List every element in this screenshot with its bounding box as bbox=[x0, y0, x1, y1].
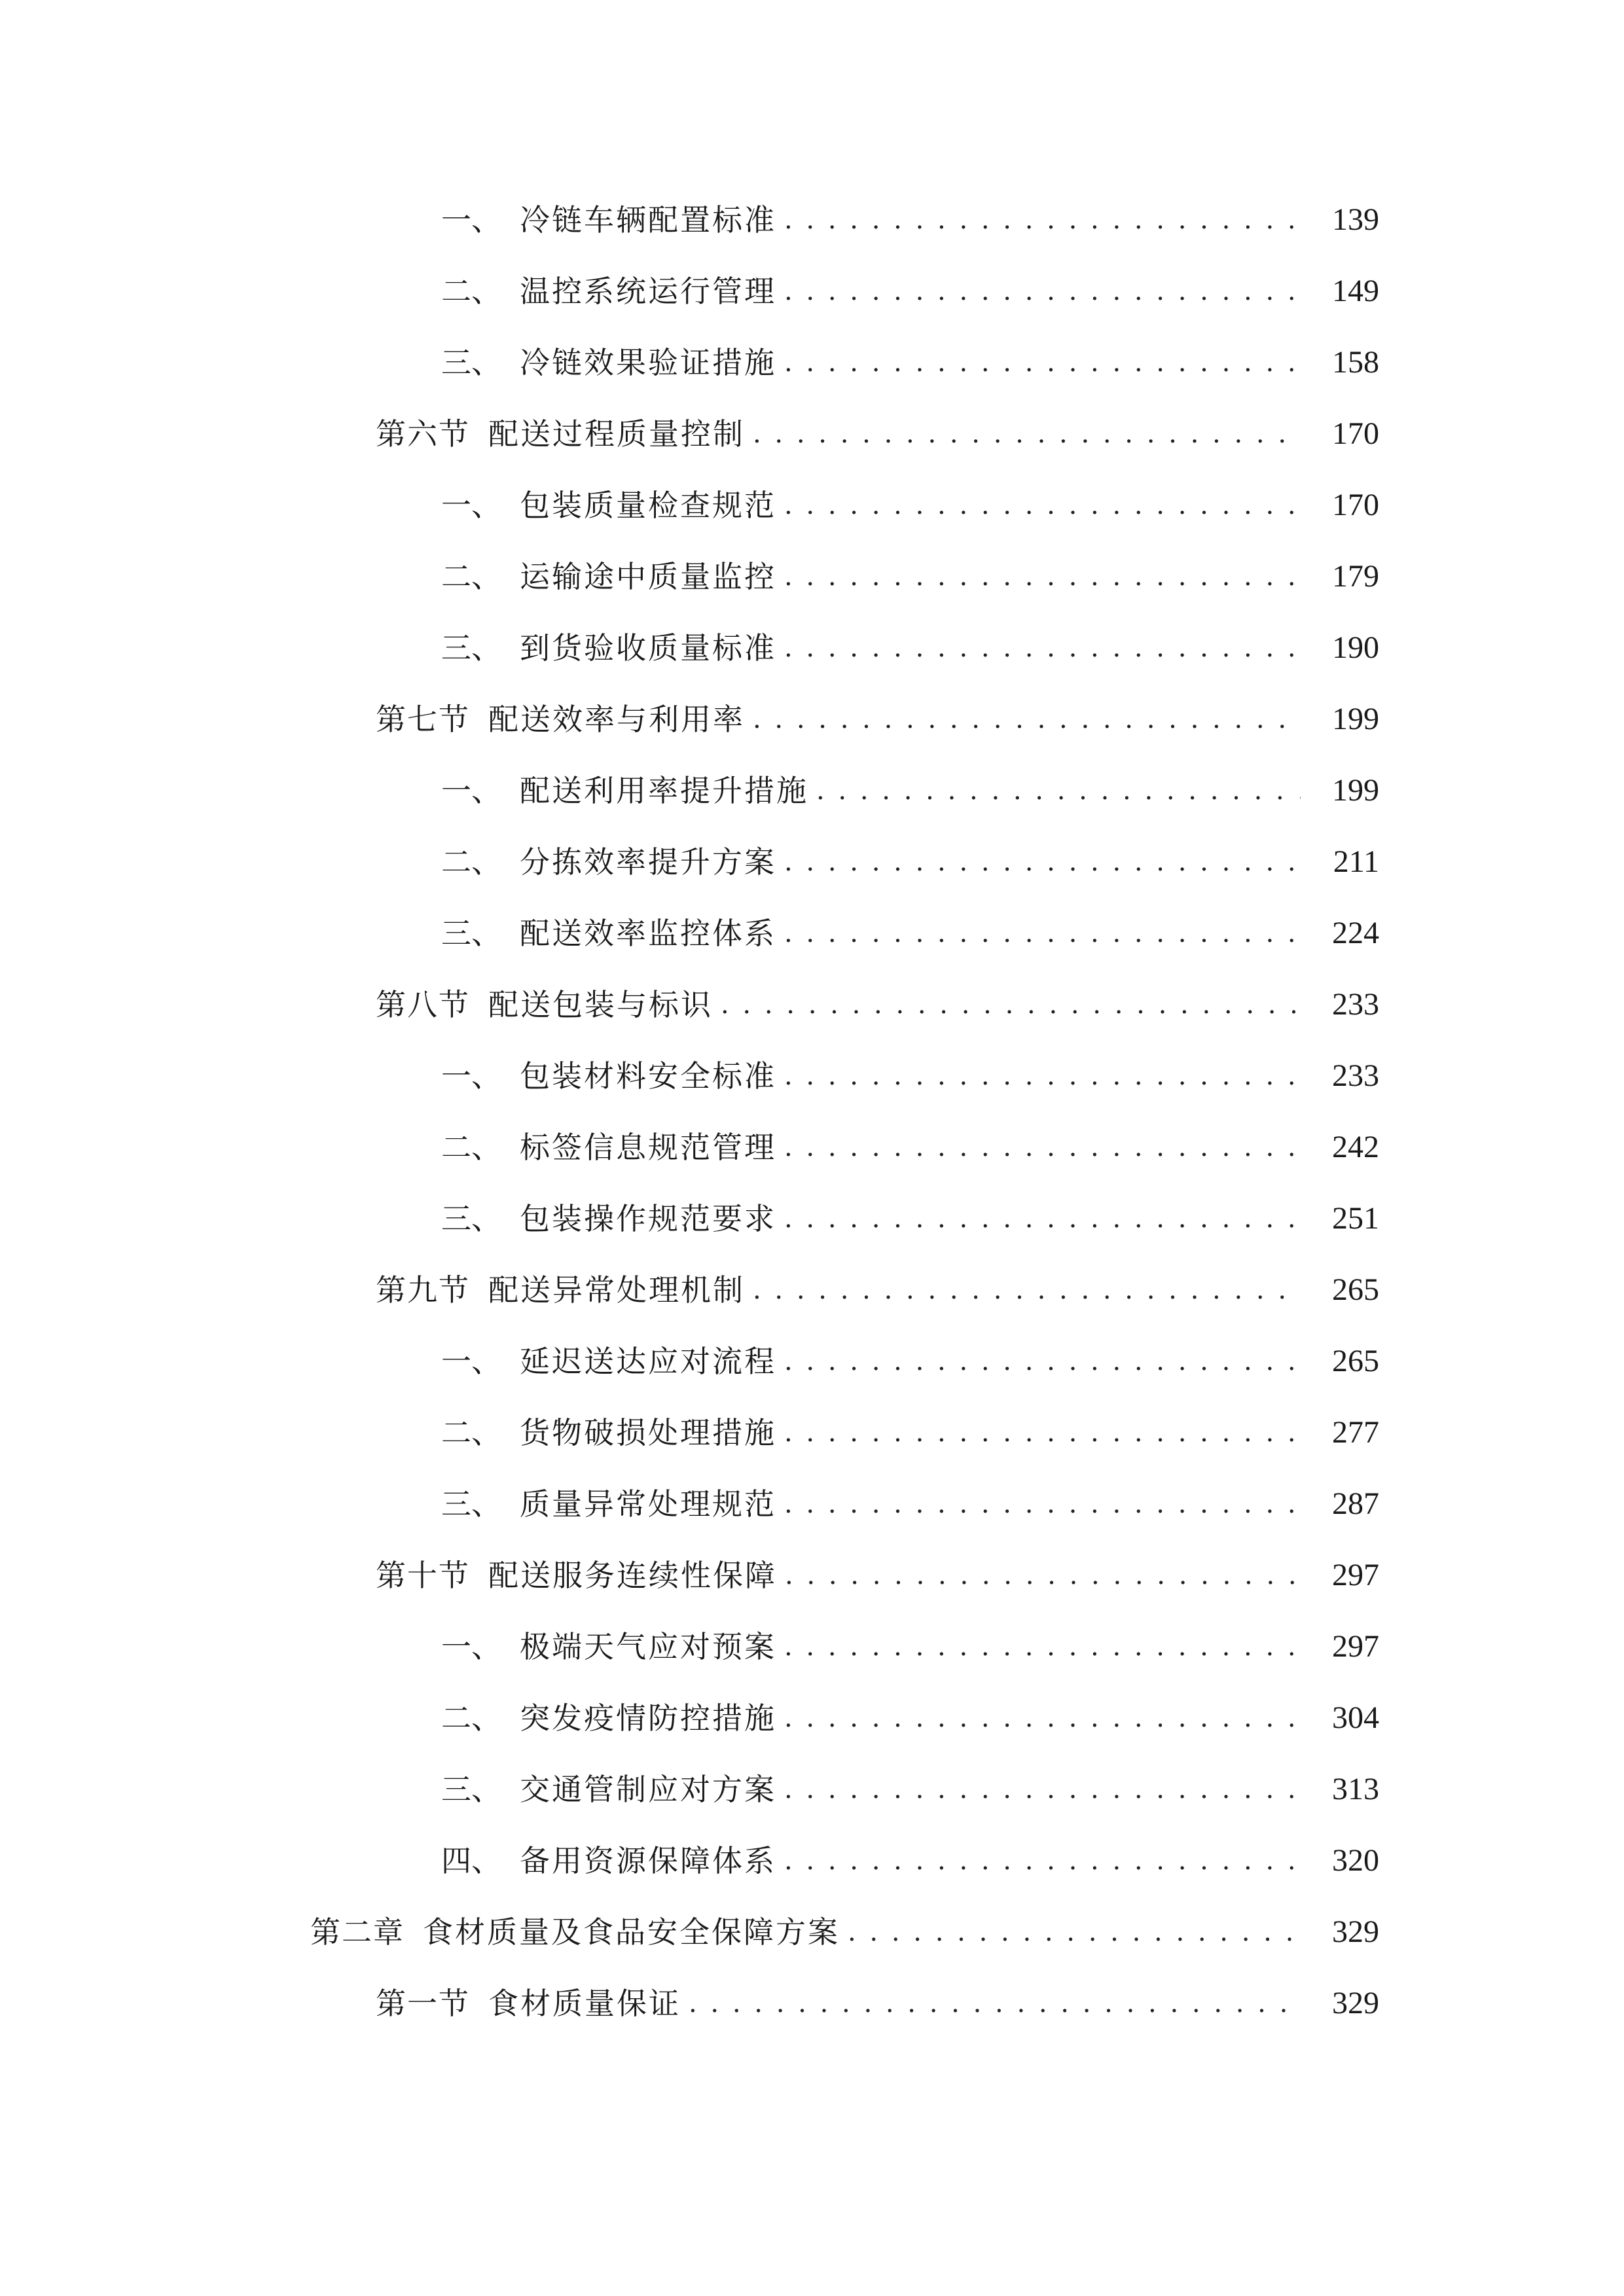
entry-page-number: 190 bbox=[1332, 630, 1379, 665]
entry-title: 冷链效果验证措施 bbox=[520, 345, 776, 380]
entry-page-number: 251 bbox=[1332, 1201, 1379, 1236]
entry-title: 冷链车辆配置标准 bbox=[520, 202, 776, 238]
entry-title: 包装操作规范要求 bbox=[520, 1201, 776, 1236]
entry-prefix: 一、 bbox=[441, 202, 501, 238]
toc-entry[interactable] bbox=[376, 693, 1379, 745]
toc-entry[interactable] bbox=[441, 1050, 1379, 1102]
entry-prefix: 二、 bbox=[441, 844, 501, 880]
dot-leader bbox=[753, 408, 1301, 460]
dot-leader bbox=[784, 336, 1301, 389]
entry-title: 包装材料安全标准 bbox=[520, 1058, 776, 1094]
entry-prefix: 二、 bbox=[441, 1130, 501, 1165]
entry-prefix: 二、 bbox=[441, 559, 501, 594]
entry-page-number: 158 bbox=[1332, 345, 1379, 380]
entry-page-number: 139 bbox=[1332, 202, 1379, 237]
entry-page-number: 233 bbox=[1332, 987, 1379, 1022]
entry-title: 备用资源保障体系 bbox=[520, 1843, 776, 1878]
toc-entry[interactable] bbox=[441, 1621, 1379, 1673]
entry-prefix: 第二章 bbox=[310, 1914, 405, 1950]
toc-entry[interactable] bbox=[376, 978, 1379, 1031]
entry-title: 延迟送达应对流程 bbox=[520, 1344, 776, 1379]
entry-title: 质量异常处理规范 bbox=[520, 1486, 776, 1522]
dot-leader bbox=[784, 1407, 1301, 1459]
entry-prefix: 第六节 bbox=[376, 416, 470, 452]
toc-entry[interactable] bbox=[441, 550, 1379, 603]
entry-prefix: 第十节 bbox=[376, 1558, 470, 1593]
toc-entry[interactable] bbox=[376, 1977, 1379, 2030]
entry-prefix: 一、 bbox=[441, 773, 501, 808]
entry-page-number: 149 bbox=[1332, 274, 1379, 308]
entry-page-number: 320 bbox=[1332, 1843, 1379, 1878]
entry-title: 配送服务连续性保障 bbox=[488, 1558, 777, 1593]
dot-leader bbox=[784, 836, 1301, 888]
entry-page-number: 265 bbox=[1332, 1272, 1379, 1307]
entry-title: 包装质量检查规范 bbox=[520, 488, 776, 523]
entry-prefix: 三、 bbox=[441, 345, 501, 380]
toc-entry[interactable] bbox=[441, 1121, 1379, 1174]
toc-entry[interactable] bbox=[376, 1264, 1379, 1316]
entry-prefix: 四、 bbox=[441, 1843, 501, 1878]
entry-prefix: 三、 bbox=[441, 1486, 501, 1522]
dot-leader bbox=[784, 1763, 1301, 1816]
entry-page-number: 211 bbox=[1333, 844, 1379, 879]
entry-page-number: 179 bbox=[1332, 559, 1379, 594]
entry-prefix: 第九节 bbox=[376, 1272, 470, 1308]
entry-prefix: 一、 bbox=[441, 488, 501, 523]
toc-entry[interactable] bbox=[441, 1335, 1379, 1388]
entry-title: 配送异常处理机制 bbox=[488, 1272, 745, 1308]
entry-prefix: 二、 bbox=[441, 1415, 501, 1450]
dot-leader bbox=[753, 1264, 1301, 1316]
entry-page-number: 199 bbox=[1332, 773, 1379, 808]
entry-prefix: 三、 bbox=[441, 916, 501, 951]
toc-entry[interactable] bbox=[441, 1193, 1379, 1245]
entry-page-number: 329 bbox=[1332, 1986, 1379, 2020]
dot-leader bbox=[816, 764, 1301, 817]
toc-entry[interactable] bbox=[441, 907, 1379, 960]
toc-entry[interactable] bbox=[441, 1692, 1379, 1744]
entry-title: 货物破损处理措施 bbox=[520, 1415, 776, 1450]
dot-leader bbox=[721, 978, 1301, 1031]
entry-title: 配送过程质量控制 bbox=[488, 416, 745, 452]
entry-title: 交通管制应对方案 bbox=[520, 1772, 776, 1807]
toc-entry[interactable] bbox=[441, 1478, 1379, 1530]
dot-leader bbox=[785, 1549, 1301, 1602]
dot-leader bbox=[784, 1335, 1301, 1388]
toc-entry-chapter[interactable] bbox=[310, 1906, 1379, 1958]
entry-prefix: 第八节 bbox=[376, 987, 470, 1022]
dot-leader bbox=[784, 1835, 1301, 1887]
dot-leader bbox=[784, 265, 1301, 317]
entry-title: 分拣效率提升方案 bbox=[520, 844, 776, 880]
entry-prefix: 第七节 bbox=[376, 702, 470, 737]
dot-leader bbox=[784, 907, 1301, 960]
toc-entry[interactable] bbox=[441, 622, 1379, 674]
entry-page-number: 199 bbox=[1332, 702, 1379, 736]
entry-prefix: 三、 bbox=[441, 630, 501, 666]
entry-title: 食材质量保证 bbox=[488, 1986, 681, 2021]
entry-title: 温控系统运行管理 bbox=[520, 274, 776, 309]
toc-entry[interactable] bbox=[376, 408, 1379, 460]
entry-title: 到货验收质量标准 bbox=[520, 630, 776, 666]
dot-leader bbox=[784, 1193, 1301, 1245]
toc-entry[interactable] bbox=[441, 1407, 1379, 1459]
entry-title: 突发疫情防控措施 bbox=[520, 1700, 776, 1736]
entry-page-number: 170 bbox=[1332, 488, 1379, 522]
entry-page-number: 297 bbox=[1332, 1629, 1379, 1664]
dot-leader bbox=[784, 1692, 1301, 1744]
entry-page-number: 242 bbox=[1332, 1130, 1379, 1164]
entry-page-number: 224 bbox=[1332, 916, 1379, 950]
dot-leader bbox=[753, 693, 1301, 745]
dot-leader bbox=[784, 1121, 1301, 1174]
dot-leader bbox=[784, 622, 1301, 674]
entry-page-number: 297 bbox=[1332, 1558, 1379, 1592]
entry-prefix: 二、 bbox=[441, 274, 501, 309]
dot-leader bbox=[784, 479, 1301, 531]
toc-entry[interactable] bbox=[441, 1835, 1379, 1887]
entry-title: 标签信息规范管理 bbox=[520, 1130, 776, 1165]
entry-prefix: 第一节 bbox=[376, 1986, 470, 2021]
entry-prefix: 一、 bbox=[441, 1629, 501, 1664]
entry-title: 配送利用率提升措施 bbox=[520, 773, 808, 808]
dot-leader bbox=[784, 550, 1301, 603]
entry-prefix: 三、 bbox=[441, 1201, 501, 1236]
dot-leader bbox=[784, 1621, 1301, 1673]
entry-page-number: 329 bbox=[1332, 1914, 1379, 1949]
entry-prefix: 一、 bbox=[441, 1058, 501, 1094]
dot-leader bbox=[689, 1977, 1301, 2030]
entry-title: 配送效率监控体系 bbox=[520, 916, 776, 951]
toc-entry[interactable] bbox=[441, 336, 1379, 389]
entry-page-number: 265 bbox=[1332, 1344, 1379, 1378]
toc-entry[interactable] bbox=[441, 1763, 1379, 1816]
entry-title: 配送包装与标识 bbox=[488, 987, 713, 1022]
entry-title: 配送效率与利用率 bbox=[488, 702, 745, 737]
toc-entry[interactable] bbox=[441, 836, 1379, 888]
entry-page-number: 313 bbox=[1332, 1772, 1379, 1806]
dot-leader bbox=[848, 1906, 1301, 1958]
dot-leader bbox=[784, 1478, 1301, 1530]
entry-title: 极端天气应对预案 bbox=[520, 1629, 776, 1664]
entry-prefix: 一、 bbox=[441, 1344, 501, 1379]
entry-title: 食材质量及食品安全保障方案 bbox=[423, 1914, 840, 1950]
entry-page-number: 277 bbox=[1332, 1415, 1379, 1450]
entry-title: 运输途中质量监控 bbox=[520, 559, 776, 594]
entry-prefix: 三、 bbox=[441, 1772, 501, 1807]
toc-entry[interactable] bbox=[441, 265, 1379, 317]
toc-entry[interactable] bbox=[376, 1549, 1379, 1602]
dot-leader bbox=[784, 194, 1301, 246]
toc-entry[interactable] bbox=[441, 194, 1379, 246]
toc-entry[interactable] bbox=[441, 764, 1379, 817]
entry-prefix: 二、 bbox=[441, 1700, 501, 1736]
entry-page-number: 287 bbox=[1332, 1486, 1379, 1521]
entry-page-number: 233 bbox=[1332, 1058, 1379, 1093]
entry-page-number: 304 bbox=[1332, 1700, 1379, 1735]
dot-leader bbox=[784, 1050, 1301, 1102]
entry-page-number: 170 bbox=[1332, 416, 1379, 451]
toc-entry[interactable] bbox=[441, 479, 1379, 531]
